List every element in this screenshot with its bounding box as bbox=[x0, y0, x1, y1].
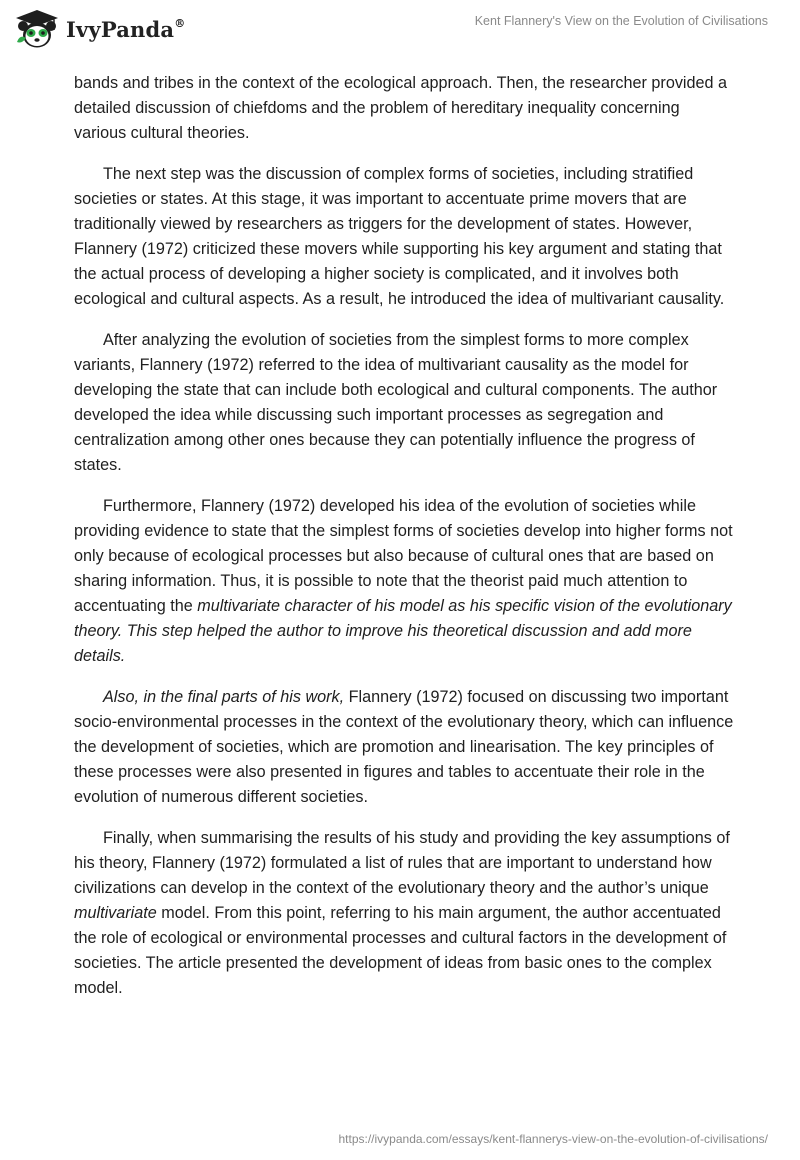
paragraph-3 bbox=[74, 328, 734, 478]
paragraph-4 bbox=[74, 494, 734, 669]
paragraph-text-segment: multivariate bbox=[74, 904, 157, 922]
brand-name: IvyPanda® bbox=[66, 16, 186, 42]
paragraph-text-segment: Also, in the final parts of his work, bbox=[103, 688, 345, 706]
paragraph-text-segment: After analyzing the evolution of societies from the simplest forms to more complex variants, Flannery (1972) referred to the idea of multivariant causality as the model for developing the state that can include both ecological and cultural components. The author developed the idea while discussing such important processes as segregation and centralization among other ones because they can potentially influence the progress of states. bbox=[74, 331, 718, 474]
paragraph-text-segment: Flannery (1972) focused on discussing two important socio-environmental processes in the context of the evolutionary theory, which can influence the development of societies, which are promotion and linearisation. The key principles of these processes were also presented in figures and tables to accentuate their role in the evolution of numerous different societies. bbox=[74, 688, 734, 806]
paragraph-text-segment: model. From this point, referring to his main argument, the author accentuated the role of ecological or environmental processes and cultural factors in the development of societies. The article presented the development of ideas from basic ones to the complex model. bbox=[74, 904, 727, 997]
document-title: Kent Flannery's View on the Evolution of Civilisations bbox=[474, 14, 768, 28]
paragraph-text-segment: Finally, when summarising the results of his study and providing the key assumptions of his theory, Flannery (1972) formulated a list of rules that are important to understand how civilizations can develop in the context of the evolutionary theory and the author’s unique bbox=[74, 829, 730, 897]
paragraph-1 bbox=[74, 71, 734, 146]
panda-graduate-icon bbox=[14, 8, 60, 50]
essay-body bbox=[74, 71, 734, 1017]
paragraph-text-segment: bands and tribes in the context of the ecological approach. Then, the researcher provided a detailed discussion of chiefdoms and the problem of hereditary inequality concerning various cultural theories. bbox=[74, 74, 728, 142]
source-url[interactable]: https://ivypanda.com/essays/kent-flannerys-view-on-the-evolution-of-civilisations/ bbox=[338, 1132, 768, 1146]
paragraph-6 bbox=[74, 826, 734, 1001]
paragraph-5 bbox=[74, 685, 734, 810]
paragraph-2 bbox=[74, 162, 734, 312]
brand-logo[interactable] bbox=[14, 8, 185, 50]
paragraph-text-segment: Furthermore, Flannery (1972) developed his idea of the evolution of societies while providing evidence to state that the simplest forms of societies develop into higher forms not only because of ecological processes but also because of cultural ones that are based on sharing information. Thus, it is possible to note that the theorist paid much attention to accentuating the bbox=[74, 497, 733, 615]
paragraph-text-segment: The next step was the discussion of complex forms of societies, including stratified societies or states. At this stage, it was important to accentuate prime movers that are traditionally viewed by researchers as triggers for the development of states. However, Flannery (1972) criticized these movers while supporting his key argument and stating that the actual process of developing a higher society is complicated, and it involves both ecological and cultural aspects. As a result, he introduced the idea of multivariant causality. bbox=[74, 165, 725, 308]
page-header bbox=[0, 0, 800, 60]
paragraph-text-segment: multivariate character of his model as his specific vision of the evolutionary theory. This step helped the author to improve his theoretical discussion and add more details. bbox=[74, 597, 732, 665]
